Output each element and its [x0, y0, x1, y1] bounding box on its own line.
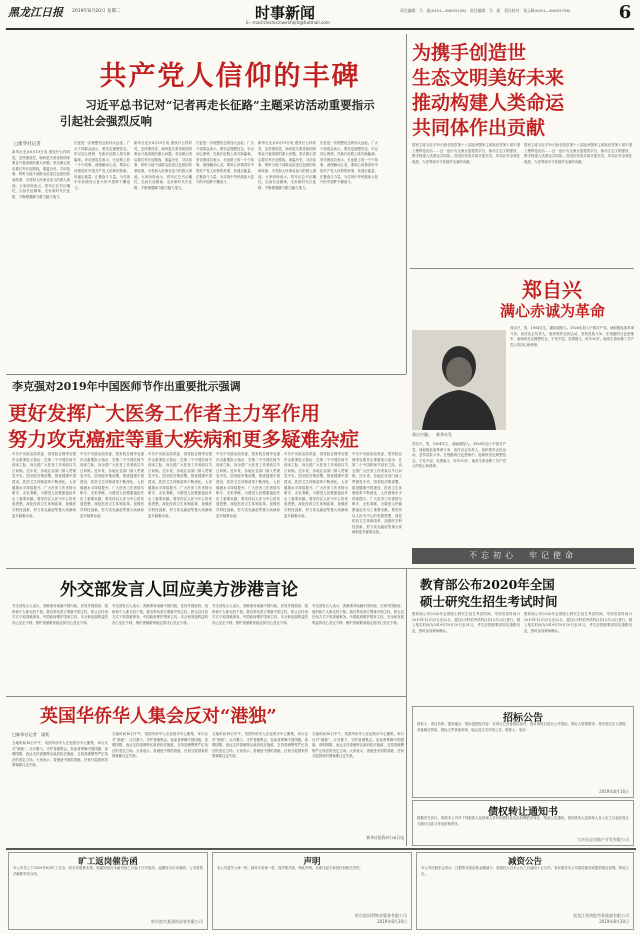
doctors-col-2: 中共中央政治局常委、国务院总理李克强作出重要批示指出：在第二个中国医师节到来之际，向全国广大医务工作者致以节日问候。近年来，各地区各部门深入贯彻党中央、国务院决策部署，推进健康中国建设，医药卫生体制改革不断深化，人民健康水平持续提升。广大医务工作者恪尽职守、无私奉献，为增进人民健康福祉作出了重要贡献。要坚持以人民为中心的发展思想，深化医药卫生体制改革，加强医学科技创新，努力攻克癌症等重大疾病和更多疑难杂症。 [80, 452, 144, 518]
lead-col-5: 新华社北京8月19日电 建设什么样的党，怎样建设党，始终是关系党和国家事业兴衰成败的重大问题。采访团记者沿着红军长征路线，重温历史，寻访故事，聆听当地干部群众讲述红色基因传承故事，为党和人民事业奋斗的感人事迹。大家纷纷表示，将牢记总书记嘱托，弘扬长征精神，走好新时代长征路，不断增强脚力眼力脑力笔力。 [258, 141, 316, 190]
feature-col-2: 郑自兴，男，1904年生，湖南浏阳人。1926年加入中国共产党。他积极参加革命斗争，担任农会负责人，组织领导农民运动，坚持武装斗争。在残酷的白色恐怖中，他始终坚定理想信念，宁死不屈，英勇就义，时年30岁。他用生命诠释了共产党人的初心和使命。 [412, 442, 506, 469]
section-email: E—mail:shishixinwenhljrb@hotmail.com [246, 20, 330, 25]
bond-company: 大庆佳垚房地产开发有限公司 [577, 837, 629, 842]
edu-title-2: 硕士研究生招生考试时间 [420, 594, 558, 608]
masthead-rule [6, 28, 634, 30]
ad3-date: 2019年8月20日 [599, 919, 629, 924]
masthead-date: 2019年8月20日 [72, 9, 106, 14]
masthead-editors: 责任编辑：马 超(0451—84655156) 责任编辑：马 超 责任校对：张云峰(0451—84655756) [400, 8, 571, 13]
recruit-body: 招标人：项目名称：建设地点：招标范围及内容：本项目已具备招标条件，现对该项目进行公开招标。投标人资格要求：具有独立法人资格，具备相应资质。招标文件获取时间、地点及方式详见公告。联系人：电话： [417, 722, 629, 732]
right-col-1: 国家主席习近平19日致信祝贺第十八届亚洲国家主席致信贺第十届中国工程科技论坛……这一论坛为交流互鉴提供平台，推动生态文明建设，携手构建人类命运共同体。各国应坚持共商共建共享，共同应对全球性挑战，为世界和平与发展作出新的贡献。 [412, 143, 520, 164]
edu-col-2: 教育部公布2020年全国硕士研究生招生考试时间。考试初试时间为2019年12月21日至22日，超过3小时的考试科目在12月23日进行。网上报名时间为2019年10月10日至31日。考生应按照要求如实填报信息，按时参加现场确认。 [524, 612, 632, 633]
lead-col-1: 新华社北京8月19日电 建设什么样的党，怎样建设党，始终是关系党和国家事业兴衰成败的重大问题。采访团记者沿着红军长征路线，重温历史，寻访故事，聆听当地干部群众讲述红色基因传承故事，为党和人民事业奋斗的感人事迹。大家纷纷表示，将牢记总书记嘱托，弘扬长征精神，走好新时代长征路，不断增强脚力眼力脑力笔力。 [12, 150, 70, 199]
bond-ad [412, 800, 634, 846]
ad2-date: 2019年8月20日 [377, 919, 407, 924]
feature-photo [412, 330, 506, 430]
doctors-col-5: 中共中央政治局常委、国务院总理李克强作出重要批示指出：在第二个中国医师节到来之际，向全国广大医务工作者致以节日问候。近年来，各地区各部门深入贯彻党中央、国务院决策部署，推进健康中国建设，医药卫生体制改革不断深化，人民健康水平持续提升。广大医务工作者恪尽职守、无私奉献，为增进人民健康福祉作出了重要贡献。要坚持以人民为中心的发展思想，深化医药卫生体制改革，加强医学科技创新，努力攻克癌症等重大疾病和更多疑难杂症。 [284, 452, 348, 518]
ad2-body: 本公司遗失公章一枚、财务专用章一枚，现声明作废，特此声明。自即日起不承担任何相关责任。 [217, 866, 363, 870]
masthead-date-line [72, 8, 152, 16]
page-number: 6 [618, 2, 632, 23]
recruit-title: 招标公告 [503, 713, 543, 724]
ad1-body: 本公司员工于2019年8月旷工至今，经多次联系未果。现通知其在本函刊登之日起十日内返岗，逾期视为自动离职，公司将依法解除劳动合同。 [13, 866, 203, 876]
bond-body: 根据有关协议，现将本公司对下列借款人及担保人享有的债权及其从权利依法转让，特此公告通知。请各债务人及担保人自公告之日起向受让方履行还款义务及担保责任。 [417, 816, 629, 826]
bond-title: 债权转让通知书 [488, 807, 558, 818]
ad3-title: 减资公告 [507, 857, 542, 867]
lead-subtitle-2: 引起社会强烈反响 [60, 114, 152, 127]
feature-photo-caption: 郑自兴像。 新华社发 [412, 432, 452, 437]
ad-notice-3 [416, 852, 634, 930]
doctors-col-6: 中共中央政治局常委、国务院总理李克强作出重要批示指出：在第二个中国医师节到来之际，向全国广大医务工作者致以节日问候。近年来，各地区各部门深入贯彻党中央、国务院决策部署，推进健康中国建设，医药卫生体制改革不断深化，人民健康水平持续提升。广大医务工作者恪尽职守、无私奉献，为增进人民健康福祉作出了重要贡献。要坚持以人民为中心的发展思想，深化医药卫生体制改革，加强医学科技创新，努力攻克癌症等重大疾病和更多疑难杂症。 [352, 452, 402, 535]
uk-col-1: 当地时间18日中午，英国华侨华人在伦敦市中心聚集，举行反对“港独”、反对暴力、守护香港集会。参加者挥舞中国国旗，高唱国歌，表达支持香港特区政府依法施政、支持香港警察严正执法的坚定立场。大家表示，香港是中国的香港，任何分裂国家的图谋都注定失败。 [12, 741, 108, 768]
feature-banner: 不忘初心 牢记使命 [412, 548, 634, 564]
hk-col-4: 外交部发言人表示，香港事务纯属中国内政，任何外国政府、组织和个人都无权干预。我们奉劝美方尊重中国主权，停止以任何方式干预香港事务。中国政府维护国家主权、安全和发展利益的决心坚定不移，维护香港繁荣稳定的决心坚定不移。 [312, 604, 404, 625]
doctors-col-4: 中共中央政治局常委、国务院总理李克强作出重要批示指出：在第二个中国医师节到来之际，向全国广大医务工作者致以节日问候。近年来，各地区各部门深入贯彻党中央、国务院决策部署，推进健康中国建设，医药卫生体制改革不断深化，人民健康水平持续提升。广大医务工作者恪尽职守、无私奉献，为增进人民健康福祉作出了重要贡献。要坚持以人民为中心的发展思想，深化医药卫生体制改革，加强医学科技创新，努力攻克癌症等重大疾病和更多疑难杂症。 [216, 452, 280, 518]
edu-title-1: 教育部公布2020年全国 [420, 577, 555, 591]
lead-col-4: 长征是一次理想信念的伟大远征。广大干部群众表示，要坚定理想信念，牢记初心使命，在新长征路上续写新篇章。采访团成员表示，长征路上的一个个故事，深深触动心灵，要用心用情讲好中国共产党人信仰的故事，传递正能量，汇聚奋斗力量，为实现中华民族伟大复兴的中国梦不懈奋斗。 [196, 141, 254, 185]
hk-col-1: 外交部发言人表示，香港事务纯属中国内政，任何外国政府、组织和个人都无权干预。我们奉劝美方尊重中国主权，停止以任何方式干预香港事务。中国政府维护国家主权、安全和发展利益的决心坚定不移，维护香港繁荣稳定的决心坚定不移。 [12, 604, 108, 625]
uk-byline: □新华社记者 梁兆 [12, 732, 50, 737]
doctors-rule [6, 374, 406, 375]
ad3-company: 黑龙江省鸿程劳务派遣有限公司 [573, 913, 629, 918]
lead-title: 共产党人信仰的丰碑 [99, 61, 361, 88]
right-title-1: 为携手创造世 [412, 42, 527, 62]
ad2-company: 哈尔滨同利物业服务有限公司 [355, 913, 407, 918]
ad2-title: 声明 [303, 857, 321, 867]
ad1-title: 旷工返岗催告函 [78, 857, 138, 867]
hk-rule [6, 568, 636, 569]
feature-title-2: 满心赤诚为革命 [500, 302, 606, 320]
uk-col-3: 当地时间18日中午，英国华侨华人在伦敦市中心聚集，举行反对“港独”、反对暴力、守护香港集会。参加者挥舞中国国旗，高唱国歌，表达支持香港特区政府依法施政、支持香港警察严正执法的坚定立场。大家表示，香港是中国的香港，任何分裂国家的图谋都注定失败。 [212, 732, 308, 759]
hk-title: 外交部发言人回应美方涉港言论 [60, 580, 298, 597]
doctors-title-1: 更好发挥广大医务工作者主力军作用 [8, 402, 321, 422]
doctors-kicker: 李克强对2019年中国医师节作出重要批示强调 [12, 380, 241, 392]
doctors-title-2: 努力攻克癌症等重大疾病和更多疑难杂症 [8, 428, 360, 448]
col-divider-top [406, 34, 407, 374]
lead-byline: □新华社记者 [14, 142, 41, 147]
feature-title-1: 郑自兴 [522, 278, 582, 300]
ad1-company: 哈尔滨市某建筑安装有限公司 [151, 919, 203, 924]
feature-col-1: 郑自兴，男，1904年生，湖南浏阳人。1926年加入中国共产党。他积极参加革命斗争，担任农会负责人，组织领导农民运动，坚持武装斗争。在残酷的白色恐怖中，他始终坚定理想信念，宁死不屈，英勇就义，时年30岁。他用生命诠释了共产党人的初心和使命。 [510, 326, 634, 347]
uk-col-4: 当地时间18日中午，英国华侨华人在伦敦市中心聚集，举行反对“港独”、反对暴力、守护香港集会。参加者挥舞中国国旗，高唱国歌，表达支持香港特区政府依法施政、支持香港警察严正执法的坚定立场。大家表示，香港是中国的香港，任何分裂国家的图谋都注定失败。 [312, 732, 404, 759]
right-title-2: 生态文明美好未来 [412, 67, 565, 87]
portrait-image [412, 330, 506, 430]
lead-subtitle-1: 习近平总书记对“记者再走长征路”主题采访活动重要指示 [85, 98, 375, 111]
ad3-body: 本公司经股东会决议，注册资本拟由原金额减少。请债权人自本公告之日起四十五日内，有权要求本公司清偿债务或提供相应担保。特此公告。 [421, 866, 629, 876]
bottom-rule [6, 848, 636, 850]
ad-notice-2 [212, 852, 412, 930]
hk-col-2: 外交部发言人表示，香港事务纯属中国内政，任何外国政府、组织和个人都无权干预。我们奉劝美方尊重中国主权，停止以任何方式干预香港事务。中国政府维护国家主权、安全和发展利益的决心坚定不移，维护香港繁荣稳定的决心坚定不移。 [112, 604, 208, 625]
uk-col-2: 当地时间18日中午，英国华侨华人在伦敦市中心聚集，举行反对“港独”、反对暴力、守护香港集会。参加者挥舞中国国旗，高唱国歌，表达支持香港特区政府依法施政、支持香港警察严正执法的坚定立场。大家表示，香港是中国的香港，任何分裂国家的图谋都注定失败。 [112, 732, 208, 759]
right-col-2: 国家主席习近平19日致信祝贺第十八届亚洲国家主席致信贺第十届中国工程科技论坛……这一论坛为交流互鉴提供平台，推动生态文明建设，携手构建人类命运共同体。各国应坚持共商共建共享，共同应对全球性挑战，为世界和平与发展作出新的贡献。 [524, 143, 632, 164]
doctors-col-1: 中共中央政治局常委、国务院总理李克强作出重要批示指出：在第二个中国医师节到来之际，向全国广大医务工作者致以节日问候。近年来，各地区各部门深入贯彻党中央、国务院决策部署，推进健康中国建设，医药卫生体制改革不断深化，人民健康水平持续提升。广大医务工作者恪尽职守、无私奉献，为增进人民健康福祉作出了重要贡献。要坚持以人民为中心的发展思想，深化医药卫生体制改革，加强医学科技创新，努力攻克癌症等重大疾病和更多疑难杂症。 [12, 452, 76, 518]
recruit-date: 2019年8月16日 [599, 789, 629, 794]
uk-title: 英国华侨华人集会反对“港独” [40, 706, 277, 726]
section-title: 时事新闻 [254, 4, 315, 22]
masthead-weekday: 星期二 [106, 9, 121, 14]
right-title-3: 推动构建人类命运 [412, 92, 565, 112]
right-title-4: 共同体作出贡献 [412, 117, 546, 137]
recruit-ad [412, 706, 634, 798]
uk-rule [6, 696, 406, 697]
right-rule [410, 268, 634, 269]
doctors-col-3: 中共中央政治局常委、国务院总理李克强作出重要批示指出：在第二个中国医师节到来之际，向全国广大医务工作者致以节日问候。近年来，各地区各部门深入贯彻党中央、国务院决策部署，推进健康中国建设，医药卫生体制改革不断深化，人民健康水平持续提升。广大医务工作者恪尽职守、无私奉献，为增进人民健康福祉作出了重要贡献。要坚持以人民为中心的发展思想，深化医药卫生体制改革，加强医学科技创新，努力攻克癌症等重大疾病和更多疑难杂症。 [148, 452, 212, 518]
masthead-logo: 黑龙江日报 [8, 6, 63, 19]
edu-col-1: 教育部公布2020年全国硕士研究生招生考试时间。考试初试时间为2019年12月21日至22日，超过3小时的考试科目在12月23日进行。网上报名时间为2019年10月10日至31日。考生应按照要求如实填报信息，按时参加现场确认。 [412, 612, 520, 633]
uk-end: 新华社伦敦8月18日电 [366, 835, 404, 840]
lead-col-6: 长征是一次理想信念的伟大远征。广大干部群众表示，要坚定理想信念，牢记初心使命，在新长征路上续写新篇章。采访团成员表示，长征路上的一个个故事，深深触动心灵，要用心用情讲好中国共产党人信仰的故事，传递正能量，汇聚奋斗力量，为实现中华民族伟大复兴的中国梦不懈奋斗。 [320, 141, 378, 185]
lead-col-2: 长征是一次理想信念的伟大远征。广大干部群众表示，要坚定理想信念，牢记初心使命，在新长征路上续写新篇章。采访团成员表示，长征路上的一个个故事，深深触动心灵，要用心用情讲好中国共产党人信仰的故事，传递正能量，汇聚奋斗力量，为实现中华民族伟大复兴的中国梦不懈奋斗。 [74, 141, 130, 190]
lead-col-3: 新华社北京8月19日电 建设什么样的党，怎样建设党，始终是关系党和国家事业兴衰成败的重大问题。采访团记者沿着红军长征路线，重温历史，寻访故事，聆听当地干部群众讲述红色基因传承故事，为党和人民事业奋斗的感人事迹。大家纷纷表示，将牢记总书记嘱托，弘扬长征精神，走好新时代长征路，不断增强脚力眼力脑力笔力。 [134, 141, 192, 190]
hk-col-3: 外交部发言人表示，香港事务纯属中国内政，任何外国政府、组织和个人都无权干预。我们奉劝美方尊重中国主权，停止以任何方式干预香港事务。中国政府维护国家主权、安全和发展利益的决心坚定不移，维护香港繁荣稳定的决心坚定不移。 [212, 604, 308, 625]
col-divider-bottom [406, 568, 407, 846]
ad-notice-1 [8, 852, 208, 930]
